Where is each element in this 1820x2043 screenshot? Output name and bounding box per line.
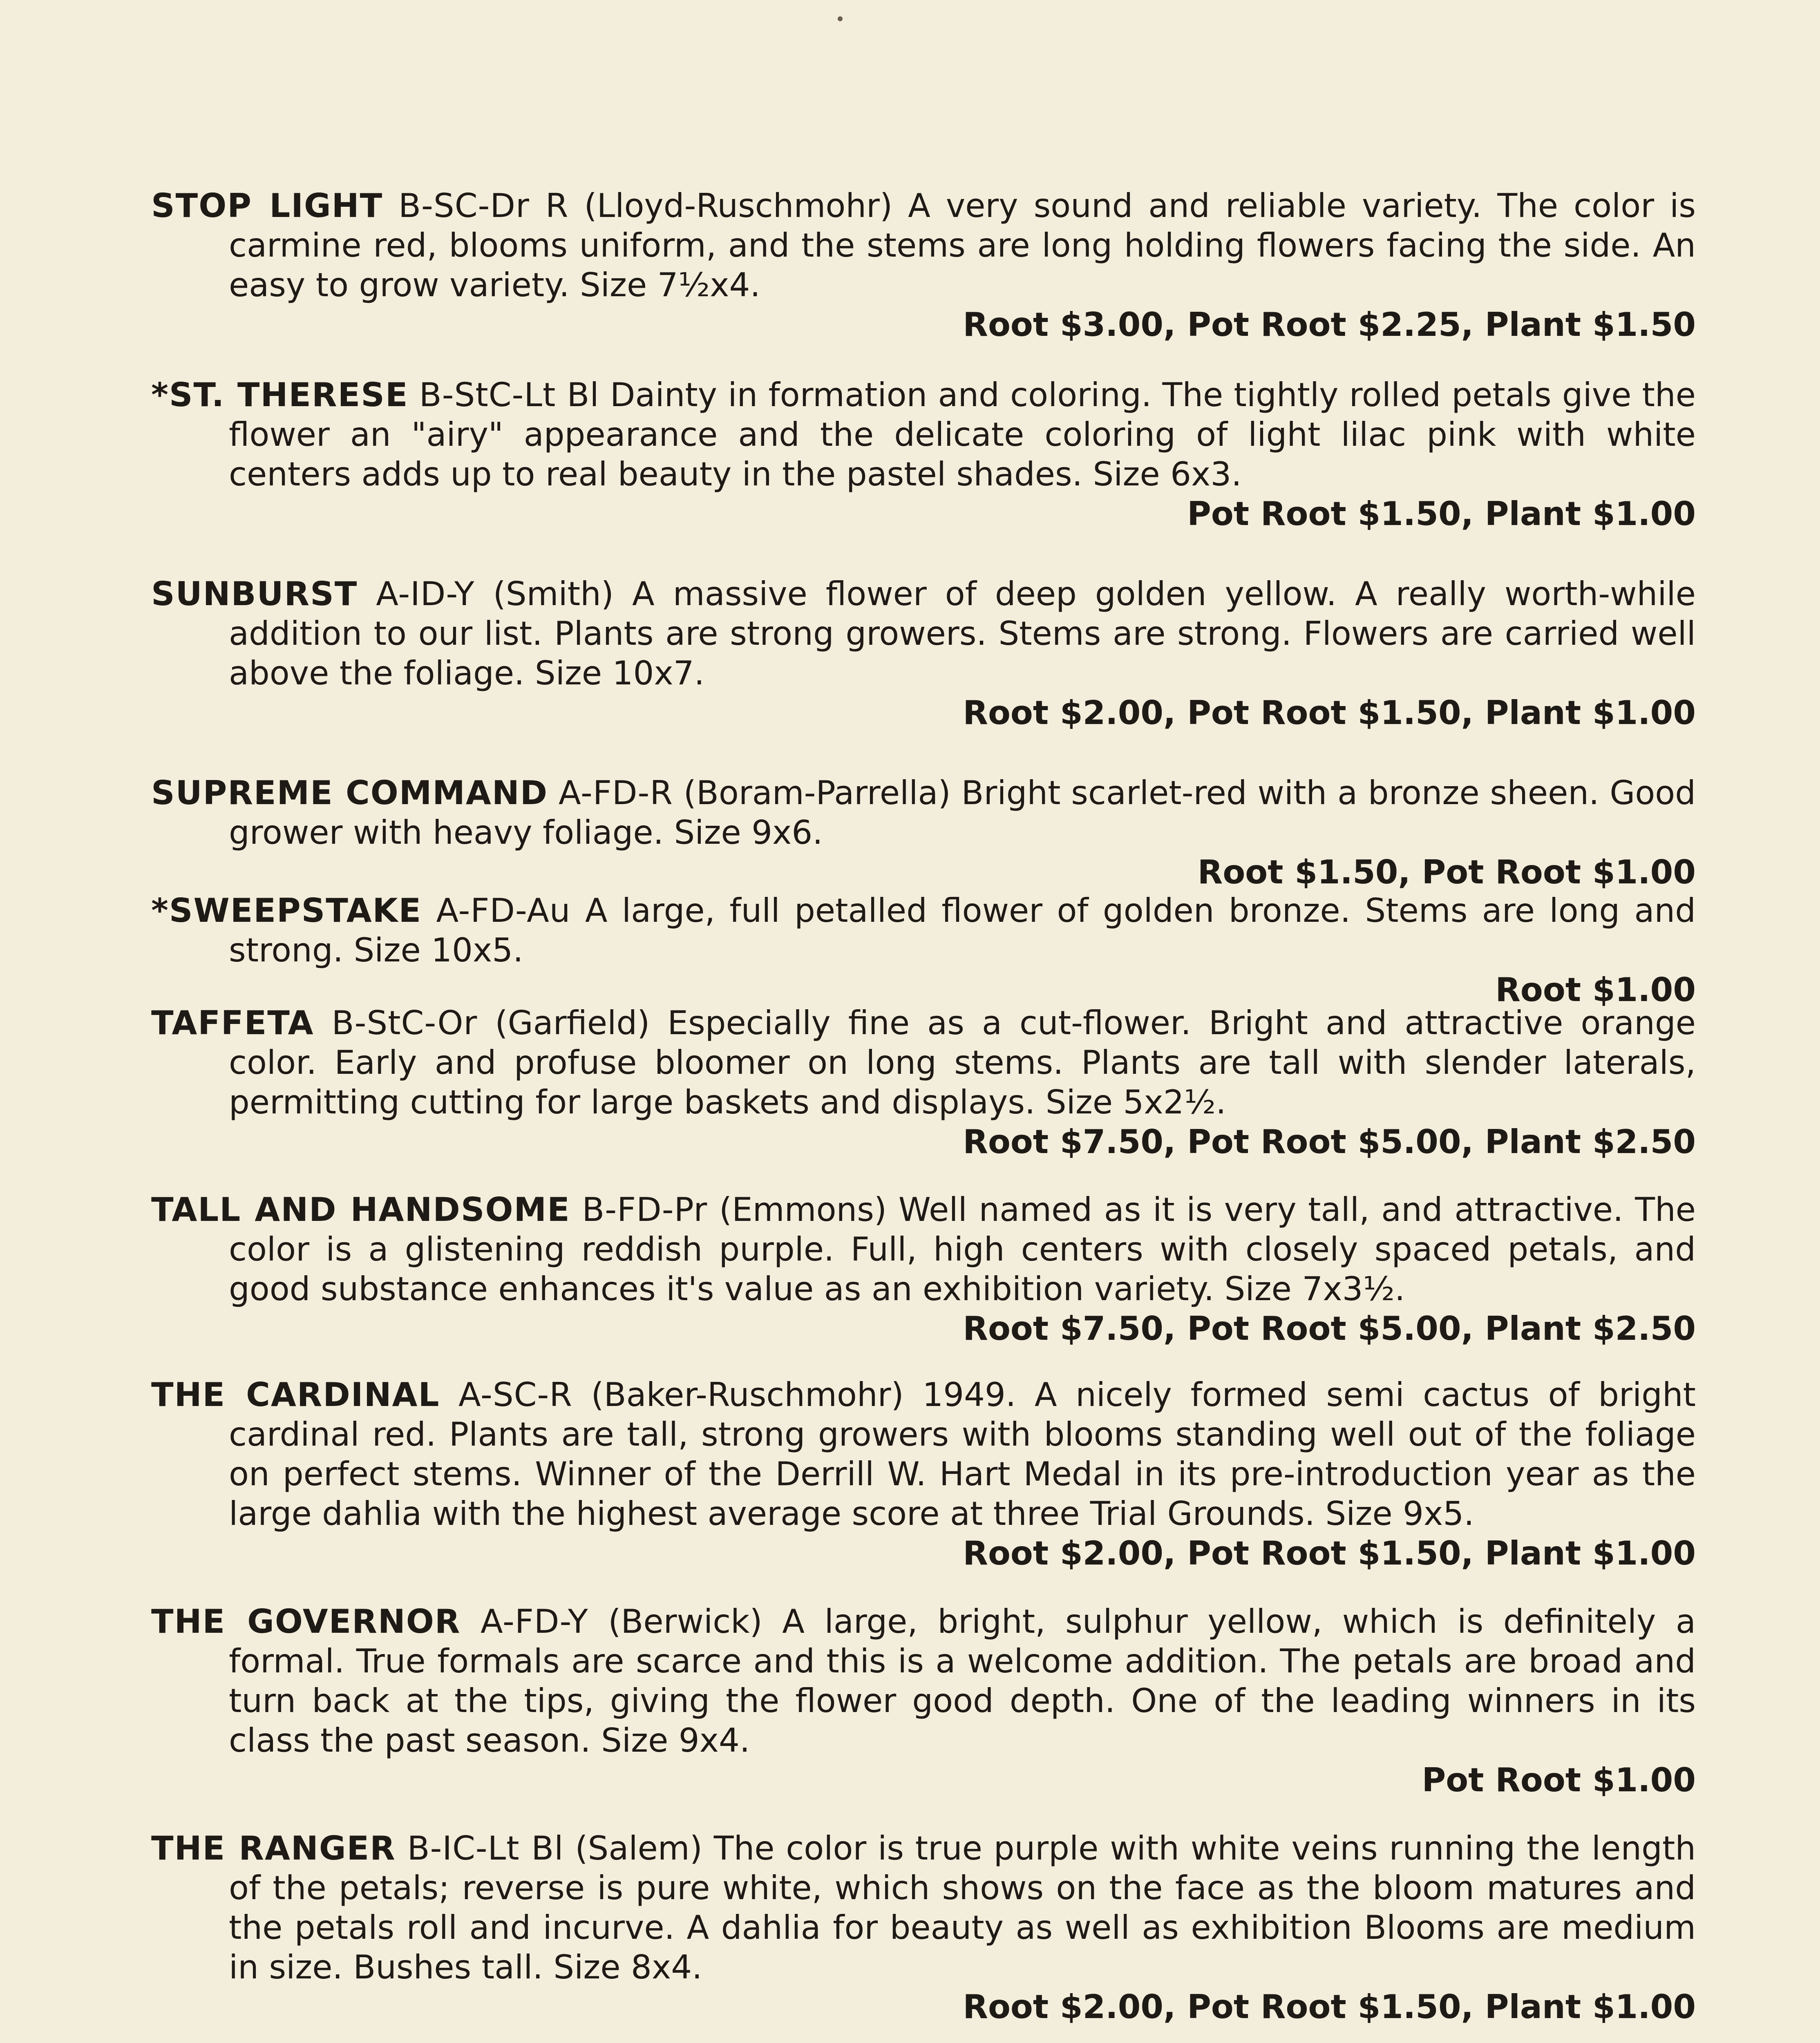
entry-price: Pot Root $1.50, Plant $1.00 [1187, 495, 1696, 533]
entry-name: STOP LIGHT [151, 187, 383, 225]
entry-stop-light [151, 186, 1696, 344]
entry-name: TALL AND HANDSOME [151, 1191, 570, 1229]
entry-taffeta [151, 1003, 1696, 1162]
entry-description: Dainty in formation and coloring. The tightly rolled petals give the flower an "airy" appearance and the delicate coloring of light lilac pink with white centers adds up to real beauty in the pastel shades. Size 6x3. [229, 376, 1696, 493]
entry-price: Pot Root $1.00 [1422, 1761, 1696, 1799]
entry-name: SUNBURST [151, 575, 358, 613]
entry-code: A-SC-R [458, 1376, 572, 1414]
entry-tall-and-handsome [151, 1190, 1696, 1348]
entry-name: TAFFETA [151, 1004, 314, 1042]
entry-sweepstake [151, 891, 1696, 1010]
entry-code: A-FD-Au [436, 892, 571, 930]
entry-name: THE GOVERNOR [151, 1603, 461, 1641]
entry-code: B-StC-Or [331, 1004, 478, 1042]
entry-the-cardinal [151, 1375, 1696, 1573]
entry-code: B-IC-Lt Bl [407, 1829, 564, 1867]
entry-description: (Garfield) Especially fine as a cut-flower. Bright and attractive orange color. Early and profuse bloomer on long stems. Plants are tall with slender laterals, permitting cutting for large baskets and displays. Size 5x2½. [229, 1004, 1696, 1121]
entry-description: (Salem) The color is true purple with white veins running the length of the petals; reverse is pure white, which shows on the face as the bloom matures and the petals roll and incurve. A dahlia for beauty as well as exhibition Blooms are medium in size. Bushes tall. Size 8x4. [229, 1829, 1696, 1986]
entry-code: B-SC-Dr R [398, 187, 569, 225]
entry-supreme-command [151, 773, 1696, 892]
entry-the-governor [151, 1602, 1696, 1800]
entry-name: THE RANGER [151, 1829, 396, 1867]
entry-price: Root $3.00, Pot Root $2.25, Plant $1.50 [963, 306, 1696, 344]
entry-name: SUPREME COMMAND [151, 774, 548, 812]
entry-price: Root $2.00, Pot Root $1.50, Plant $1.00 [963, 1534, 1696, 1572]
entry-description: A large, full petalled flower of golden bronze. Stems are long and strong. Size 10x5. [229, 892, 1696, 969]
entry-price: Root $1.00 [1495, 971, 1696, 1009]
entry-code: A-FD-R [559, 774, 673, 812]
entry-name: *ST. THERESE [151, 376, 409, 414]
entry-price: Root $7.50, Pot Root $5.00, Plant $2.50 [963, 1310, 1696, 1348]
entry-sunburst [151, 574, 1696, 733]
entry-description: (Boram-Parrella) Bright scarlet-red with a bronze sheen. Good grower with heavy foliage. Size 9x6. [229, 774, 1696, 852]
entry-price: Root $2.00, Pot Root $1.50, Plant $1.00 [963, 694, 1696, 732]
entry-code: A-ID-Y [376, 575, 475, 613]
entry-code: B-FD-Pr [582, 1191, 708, 1229]
entry-description: (Lloyd-Ruschmohr) A very sound and reliable variety. The color is carmine red, blooms uniform, and the stems are long holding flowers facing the side. An easy to grow variety. Size 7½x4. [229, 187, 1696, 304]
entry-code: B-StC-Lt Bl [419, 376, 599, 414]
entry-price: Root $2.00, Pot Root $1.50, Plant $1.00 [963, 1988, 1696, 2026]
entry-price: Root $7.50, Pot Root $5.00, Plant $2.50 [963, 1123, 1696, 1161]
entry-name: THE CARDINAL [151, 1376, 440, 1414]
entry-description: (Smith) A massive flower of deep golden yellow. A really worth-while addition to our list. Plants are strong growers. Stems are strong. Flowers are carried well above the foliage. Size 10x7. [229, 575, 1696, 692]
entry-code: A-FD-Y [481, 1603, 588, 1641]
entry-st-therese [151, 375, 1696, 534]
entry-description: (Baker-Ruschmohr) 1949. A nicely formed semi cactus of bright cardinal red. Plants are tall, strong growers with blooms standing well out of the foliage on perfect stems. Winner of the Derrill W. Hart Medal in its pre-introduction year as the large dahlia with the highest average score at three Trial Grounds. Size 9x5. [229, 1376, 1696, 1533]
entry-name: *SWEEPSTAKE [151, 892, 422, 930]
entry-description: (Emmons) Well named as it is very tall, and attractive. The color is a glistening reddish purple. Full, high centers with closely spaced petals, and good substance enhances it's value as an exhibition variety. Size 7x3½. [229, 1191, 1696, 1308]
entry-description: (Berwick) A large, bright, sulphur yellow, which is definitely a formal. True formals are scarce and this is a welcome addition. The petals are broad and turn back at the tips, giving the flower good depth. One of the leading winners in its class the past season. Size 9x4. [229, 1603, 1696, 1759]
entry-price: Root $1.50, Pot Root $1.00 [1197, 853, 1696, 891]
speck [838, 16, 843, 21]
entry-the-ranger [151, 1828, 1696, 2027]
